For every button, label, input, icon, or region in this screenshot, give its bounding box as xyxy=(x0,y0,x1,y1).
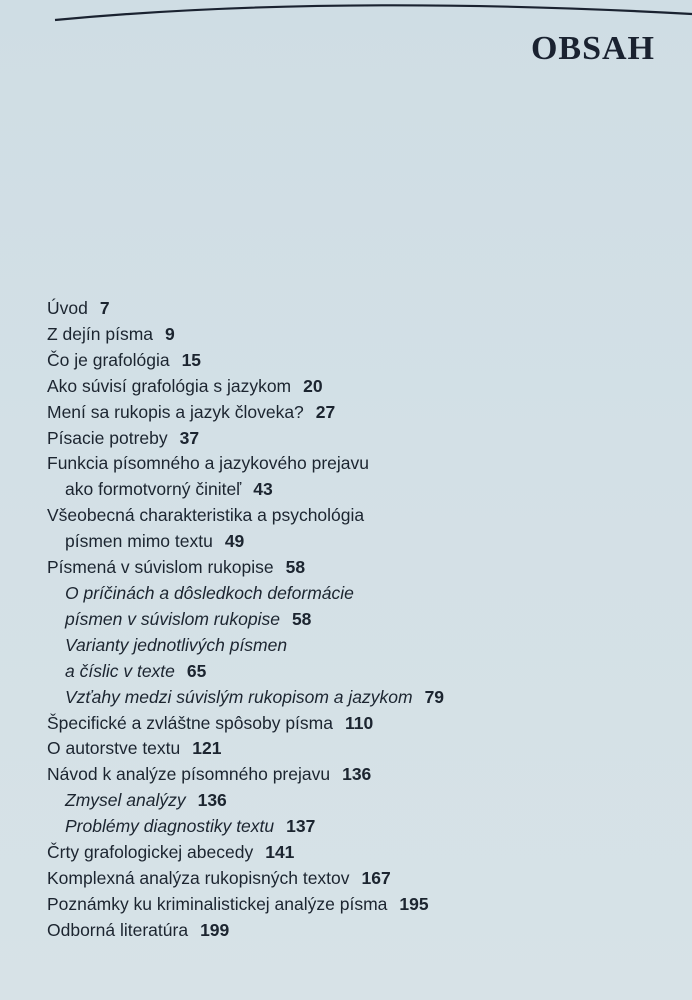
toc-entry: Všeobecná charakteristika a psychológia xyxy=(47,505,365,526)
toc-entry: Čo je grafológia 15 xyxy=(47,349,202,370)
toc-entry: Odborná literatúra 199 xyxy=(47,919,230,940)
page-number: 137 xyxy=(286,816,316,837)
page-number: 79 xyxy=(424,686,445,707)
table-of-contents xyxy=(47,296,647,944)
page-number: 7 xyxy=(99,298,110,318)
toc-subentry: Problémy diagnostiky textu 137 xyxy=(65,816,316,837)
toc-entry: Črty grafologickej abecedy 141 xyxy=(47,842,295,863)
toc-entry-continuation: písmen mimo textu 49 xyxy=(65,531,245,552)
toc-subentry: O príčinách a dôsledkoch deformácie xyxy=(65,582,354,603)
toc-entry: O autorstve textu 121 xyxy=(47,738,222,759)
toc-entry: Úvod 7 xyxy=(47,298,110,318)
page-number: 136 xyxy=(342,764,372,785)
page-number: 20 xyxy=(303,375,323,396)
page-number: 58 xyxy=(285,557,306,578)
page-title: OBSAH xyxy=(530,30,655,67)
page-number: 65 xyxy=(186,660,207,681)
page-number: 43 xyxy=(253,479,273,500)
toc-entry-continuation: ako formotvorný činiteľ 43 xyxy=(65,479,273,500)
toc-subentry: Vzťahy medzi súvislým rukopisom a jazykom 79 xyxy=(65,686,445,707)
page-number: 141 xyxy=(265,842,295,863)
page-number: 15 xyxy=(181,349,202,370)
page-number: 9 xyxy=(165,323,175,344)
toc-entry: Poznámky ku kriminalistickej analýze písma 195 xyxy=(47,893,429,914)
toc-entry: Návod k analýze písomného prejavu 136 xyxy=(47,764,372,785)
toc-entry: Špecifické a zvláštne spôsoby písma 110 xyxy=(47,712,374,733)
toc-entry: Písmená v súvislom rukopise 58 xyxy=(47,557,306,578)
page-number: 167 xyxy=(361,867,391,888)
toc-entry: Z dejín písma 9 xyxy=(47,323,175,344)
toc-entry: Komplexná analýza rukopisných textov 167 xyxy=(47,867,391,888)
page-number: 49 xyxy=(224,531,245,552)
toc-entry: Písacie potreby 37 xyxy=(47,427,200,448)
toc-entry: Ako súvisí grafológia s jazykom 20 xyxy=(47,375,323,396)
toc-subentry-continuation: a číslic v texte 65 xyxy=(65,660,207,681)
page-number: 195 xyxy=(399,893,429,914)
page-number: 136 xyxy=(197,790,227,811)
page-number: 110 xyxy=(344,712,374,733)
toc-subentry: Zmysel analýzy 136 xyxy=(65,790,227,811)
toc-entry: Mení sa rukopis a jazyk človeka? 27 xyxy=(47,401,336,422)
toc-subentry-continuation: písmen v súvislom rukopise 58 xyxy=(65,608,312,629)
page-number: 27 xyxy=(315,401,336,422)
page-number: 121 xyxy=(192,738,222,759)
toc-subentry: Varianty jednotlivých písmen xyxy=(65,634,288,655)
page-number: 37 xyxy=(179,427,200,448)
page-number: 199 xyxy=(200,919,230,940)
page-number: 58 xyxy=(291,608,312,629)
toc-entry: Funkcia písomného a jazykového prejavu xyxy=(47,453,369,474)
